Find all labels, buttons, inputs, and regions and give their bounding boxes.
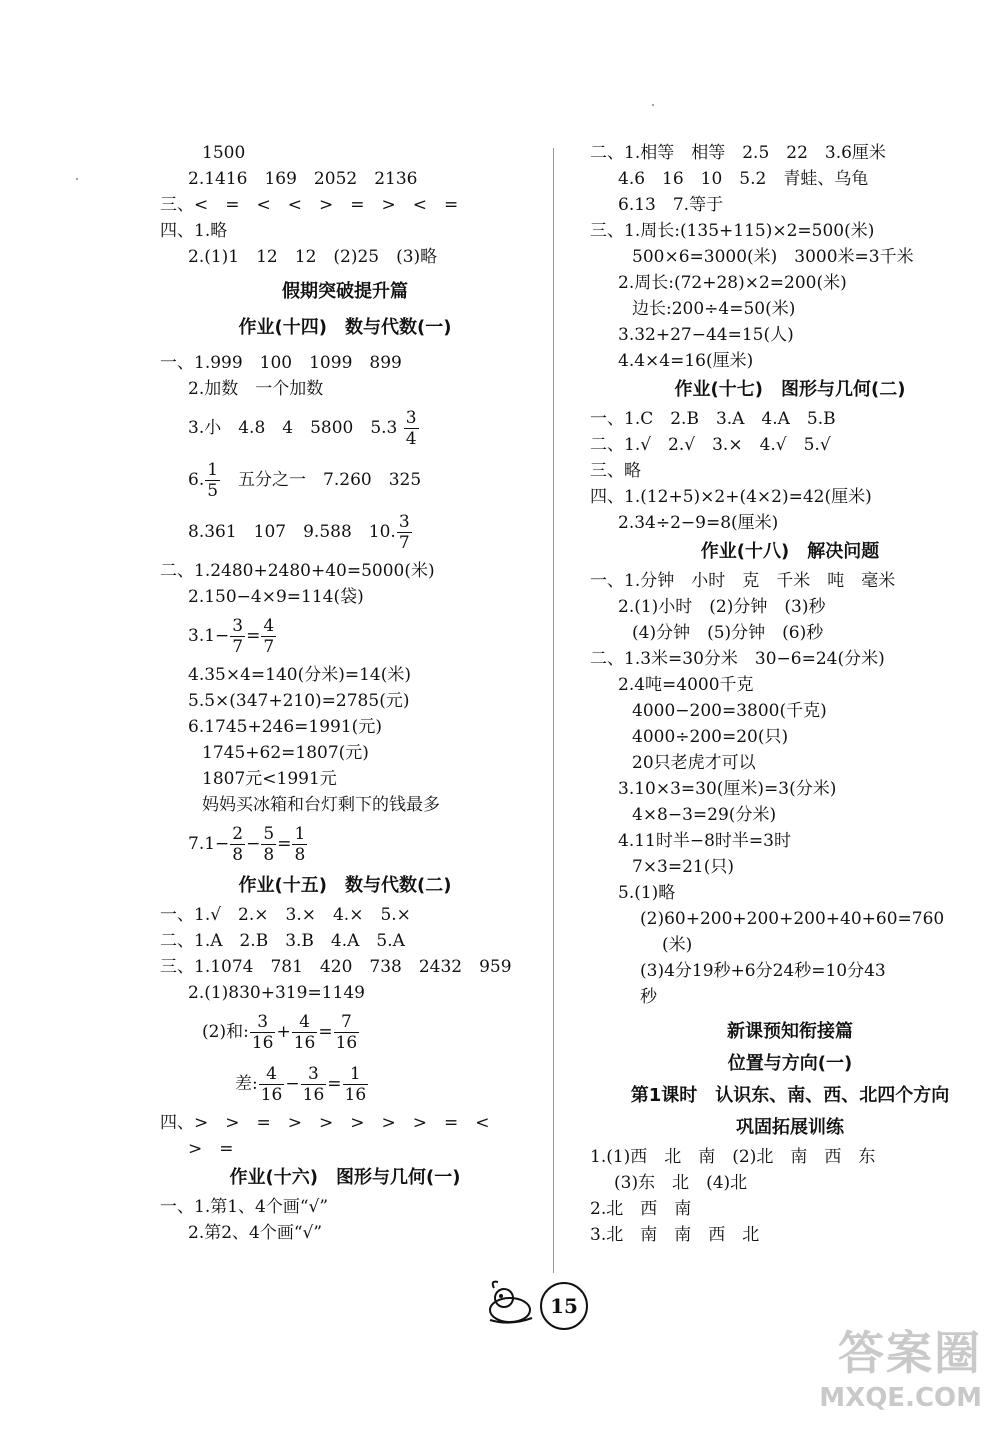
numerator: 5: [263, 824, 275, 844]
denominator: 8: [232, 845, 244, 865]
answer-line: 5.(1)略: [618, 883, 676, 903]
answer-line: [160, 1058, 530, 1110]
denominator: 8: [263, 845, 275, 865]
left-column: [160, 140, 530, 1246]
section-title: 假期突破提升篇: [282, 281, 408, 302]
numerator: 7: [334, 1012, 360, 1033]
answer-line: 6.1745+246=1991(元): [188, 717, 382, 737]
answer-line: 500×6=3000(米) 3000米=3千米: [632, 247, 914, 267]
answer-line: 二、1.√ 2.√ 3.× 4.√ 5.√: [590, 435, 831, 455]
answer-text: 7.1−: [188, 834, 230, 854]
answer-line: [160, 402, 530, 454]
answer-text: −: [246, 834, 261, 854]
answer-line: 4000−200=3800(千克): [632, 701, 827, 721]
numerator: 3: [405, 408, 417, 428]
numerator: 4: [259, 1064, 285, 1085]
speck: [76, 178, 78, 180]
fraction: [261, 824, 276, 865]
answer-line: [160, 454, 530, 506]
answer-line: 1.(1)西 北 南 (2)北 南 西 东: [590, 1147, 876, 1167]
answer-line: 6.13 7.等于: [618, 195, 724, 215]
answer-line: 二、1.2480+2480+40=5000(米): [160, 561, 435, 581]
answer-text: (2)和:: [202, 1022, 249, 1042]
answer-line: 二、1.相等 相等 2.5 22 3.6厘米: [590, 143, 886, 163]
answer-text: 五分之一 7.260 325: [221, 470, 422, 490]
denominator: 7: [263, 637, 275, 657]
answer-line: 一、1.√ 2.× 3.× 4.× 5.×: [160, 905, 411, 925]
fraction: [343, 1064, 369, 1105]
answer-text: =: [277, 834, 292, 854]
numerator: 3: [301, 1064, 327, 1085]
answer-line: 边长:200÷4=50(米): [632, 299, 796, 319]
answer-line: 3.10×3=30(厘米)=3(分米): [618, 779, 837, 799]
denominator: 7: [398, 533, 410, 553]
answer-line: 3.32+27−44=15(人): [618, 325, 794, 345]
denominator: 16: [335, 1033, 358, 1053]
denominator: 5: [207, 481, 219, 501]
denominator: 16: [260, 1085, 283, 1105]
denominator: 16: [293, 1033, 316, 1053]
numerator: 1: [207, 460, 219, 480]
homework-heading: 作业(十七) 图形与几何(二): [674, 379, 906, 400]
numerator: 4: [292, 1012, 318, 1033]
answer-line: 秒: [640, 987, 657, 1007]
right-column: [590, 140, 990, 1248]
answer-line: 三、略: [590, 461, 641, 481]
lesson-heading: 第1课时 认识东、南、西、北四个方向: [630, 1085, 950, 1106]
answer-line: (2)60+200+200+200+40+60=760: [640, 909, 945, 929]
answer-line: 一、1.999 100 1099 899: [160, 353, 402, 373]
answer-line: 2.周长:(72+28)×2=200(米): [618, 273, 847, 293]
numerator: 3: [398, 512, 410, 532]
answer-line: 20只老虎才可以: [632, 753, 756, 773]
answer-line: (3)4分19秒+6分24秒=10分43: [640, 961, 886, 981]
answer-line: 2.4吨=4000千克: [618, 675, 754, 695]
answer-text: 8.361 107 9.588 10.: [188, 522, 396, 542]
homework-heading: 作业(十八) 解决问题: [700, 541, 880, 562]
answer-line: 四、> > = > > > > > = <: [160, 1113, 490, 1133]
answer-text: −: [285, 1074, 300, 1094]
answer-line: 7×3=21(只): [632, 857, 735, 877]
answer-line: 一、1.第1、4个画“√”: [160, 1197, 329, 1217]
answer-line: [160, 506, 530, 558]
answer-line: 三、1.周长:(135+115)×2=500(米): [590, 221, 875, 241]
answer-line: 2.1416 169 2052 2136: [188, 169, 418, 189]
answer-line: 4×8−3=29(分米): [632, 805, 777, 825]
answer-line: 4.11时半−8时半=3时: [618, 831, 791, 851]
answer-line: 1500: [202, 143, 246, 163]
fraction: [334, 1012, 360, 1053]
answer-line: 三、< = < < > = > < =: [160, 195, 459, 215]
numerator: 3: [232, 616, 244, 636]
fraction: [301, 1064, 327, 1105]
fraction: [250, 1012, 276, 1053]
watermark-title: 答案圈: [838, 1326, 982, 1380]
speck: [652, 104, 654, 106]
answer-line: 二、1.A 2.B 3.B 4.A 5.A: [160, 931, 405, 951]
fraction: [292, 1012, 318, 1053]
answer-line: 1745+62=1807(元): [202, 743, 369, 763]
denominator: 4: [405, 429, 417, 449]
answer-line: 4.6 16 10 5.2 青蛙、乌龟: [618, 169, 869, 189]
answer-line: 2.第2、4个画“√”: [188, 1223, 323, 1243]
answer-line: 四、1.(12+5)×2+(4×2)=42(厘米): [590, 487, 872, 507]
answer-text: =: [246, 626, 261, 646]
answer-line: [160, 1006, 530, 1058]
homework-heading: 作业(十六) 图形与几何(一): [229, 1167, 461, 1188]
fraction: [404, 408, 419, 449]
homework-heading: 作业(十四) 数与代数(一): [238, 317, 452, 338]
answer-line: 2.150−4×9=114(袋): [188, 587, 364, 607]
section-title: 新课预知衔接篇: [727, 1021, 853, 1042]
denominator: 16: [251, 1033, 274, 1053]
numerator: 1: [294, 824, 306, 844]
denominator: 8: [294, 845, 306, 865]
watermark: [819, 1317, 982, 1413]
homework-heading: 作业(十五) 数与代数(二): [238, 875, 452, 896]
mascot-icon: [480, 1276, 540, 1326]
answer-line: (米): [662, 935, 693, 955]
answer-line: 5.5×(347+210)=2785(元): [188, 691, 410, 711]
answer-line: 4.4×4=16(厘米): [618, 351, 754, 371]
answer-line: 2.34÷2−9=8(厘米): [618, 513, 779, 533]
answer-line: (3)东 北 (4)北: [614, 1173, 748, 1193]
answer-line: 一、1.分钟 小时 克 千米 吨 毫米: [590, 571, 896, 591]
fraction: [230, 616, 245, 657]
answer-line: 四、1.略: [160, 221, 228, 241]
column-divider: [553, 148, 554, 1273]
answer-line: 2.(1)830+319=1149: [188, 983, 365, 1003]
fraction: [205, 460, 220, 501]
answer-line: 妈妈买冰箱和台灯剩下的钱最多: [202, 795, 440, 815]
denominator: 16: [344, 1085, 367, 1105]
numerator: 4: [263, 616, 275, 636]
answer-line: 1807元<1991元: [202, 769, 337, 789]
fraction: [259, 1064, 285, 1105]
training-heading: 巩固拓展训练: [736, 1117, 844, 1138]
answer-line: [160, 610, 530, 662]
answer-line: 一、1.C 2.B 3.A 4.A 5.B: [590, 409, 836, 429]
answer-line: 三、1.1074 781 420 738 2432 959: [160, 957, 512, 977]
answer-line: 4000÷200=20(只): [632, 727, 789, 747]
page-number: 15: [540, 1282, 588, 1330]
answer-text: =: [318, 1022, 333, 1042]
fraction: [261, 616, 276, 657]
answer-line: 3.北 南 南 西 北: [590, 1225, 760, 1245]
fraction: [292, 824, 307, 865]
answer-line: 2.北 西 南: [590, 1199, 692, 1219]
answer-text: =: [327, 1074, 342, 1094]
answer-line: 2.(1)1 12 12 (2)25 (3)略: [188, 247, 438, 267]
unit-heading: 位置与方向(一): [727, 1053, 853, 1074]
answer-text: 3.1−: [188, 626, 230, 646]
answer-text: 差:: [235, 1074, 258, 1094]
numerator: 2: [232, 824, 244, 844]
answer-line: 4.35×4=140(分米)=14(米): [188, 665, 412, 685]
answer-line: 2.加数 一个加数: [188, 379, 324, 399]
denominator: 7: [232, 637, 244, 657]
fraction: [397, 512, 412, 553]
numerator: 3: [250, 1012, 276, 1033]
answer-text: +: [276, 1022, 291, 1042]
answer-text: 6.: [188, 470, 205, 490]
answer-line: (4)分钟 (5)分钟 (6)秒: [632, 623, 824, 643]
answer-line: 二、1.3米=30分米 30−6=24(分米): [590, 649, 885, 669]
numerator: 1: [343, 1064, 369, 1085]
denominator: 16: [302, 1085, 325, 1105]
answer-line: > =: [188, 1139, 234, 1159]
answer-line: [160, 818, 530, 870]
fraction: [230, 824, 245, 865]
watermark-url: MXQE.COM: [819, 1383, 982, 1413]
answer-line: 2.(1)小时 (2)分钟 (3)秒: [618, 597, 826, 617]
answer-text: 3.小 4.8 4 5800 5.3: [188, 418, 398, 438]
